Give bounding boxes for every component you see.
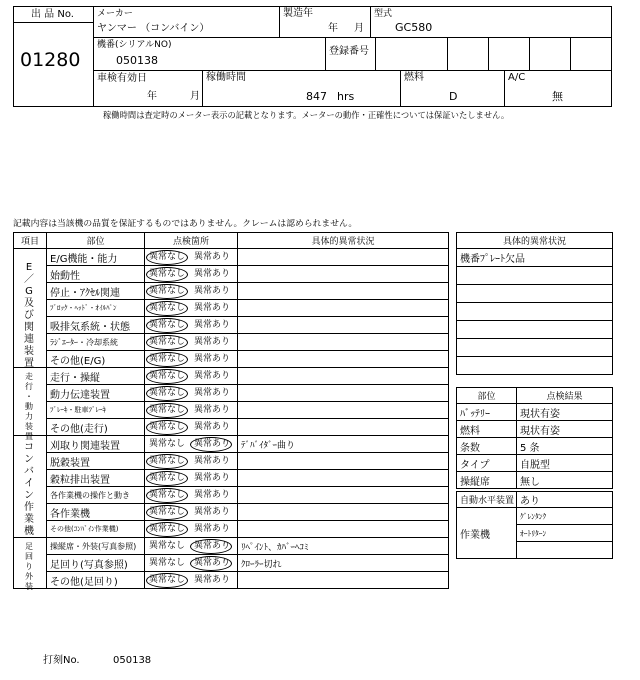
header-part: 部位 (47, 233, 145, 249)
row-check (145, 555, 238, 572)
table-row (14, 504, 449, 521)
row-part: ﾗｼﾞｴｰﾀｰ・冷却系統 (47, 334, 145, 351)
header-check: 点検箇所 (145, 233, 238, 249)
stamp-value: 050138 (113, 655, 152, 666)
status-normal: 異常なし (149, 490, 186, 500)
result-value: 5 条 (517, 438, 613, 455)
row-check (145, 504, 238, 521)
row-part: その他(走行) (47, 419, 145, 436)
header-item: 項目 (14, 233, 47, 249)
status-abnormal: 異常あり (194, 456, 231, 466)
selected-status-circle (146, 301, 188, 316)
fuel-value: D (449, 90, 458, 103)
status-normal: 異常なし (149, 252, 186, 262)
status-abnormal: 異常あり (194, 490, 231, 500)
row-part: 始動性 (47, 266, 145, 283)
result-header-result: 点検結果 (517, 388, 613, 404)
inspection-month-unit: 月 (190, 91, 200, 102)
row-part: その他(E/G) (47, 351, 145, 368)
category-combine: コ ン バ イ ン 作 業 機 (24, 442, 34, 537)
selected-status-circle (146, 403, 188, 418)
table-row (14, 555, 449, 572)
status-abnormal: 異常あり (194, 371, 231, 381)
result-part: ﾊﾞｯﾃﾘｰ (457, 404, 517, 421)
row-check (145, 283, 238, 300)
inspection-table (13, 232, 449, 589)
row-check (145, 419, 238, 436)
selected-status-circle (146, 522, 188, 537)
model-label: 型式 (374, 9, 393, 19)
table-row (14, 283, 449, 300)
status-abnormal: 異常あり (194, 507, 231, 517)
hours-unit: hrs (337, 90, 355, 103)
row-part: E/G機能・能力 (47, 249, 145, 266)
status-normal: 異常なし (149, 507, 186, 517)
table-row (14, 368, 449, 385)
row-detail (238, 385, 449, 402)
status-normal: 異常なし (149, 439, 186, 449)
row-detail (238, 266, 449, 283)
lot-label: 出 品 No. (31, 9, 74, 20)
result-part: 条数 (457, 438, 517, 455)
row-part: 吸排気系統・状態 (47, 317, 145, 334)
result-row (457, 472, 613, 489)
status-normal: 異常なし (149, 524, 186, 534)
right-detail-row (457, 357, 613, 375)
row-detail (238, 351, 449, 368)
right-detail-row (457, 321, 613, 339)
status-abnormal: 異常あり (194, 541, 231, 551)
selected-status-circle (146, 369, 188, 384)
inspection-label: 車検有効日 (97, 73, 147, 84)
selected-status-circle (190, 539, 232, 554)
lot-number: 01280 (20, 49, 81, 71)
selected-status-circle (146, 454, 188, 469)
result-row (457, 438, 613, 455)
row-part: 停止・ｱｸｾﾙ関連 (47, 283, 145, 300)
status-abnormal: 異常あり (194, 473, 231, 483)
status-normal: 異常なし (149, 473, 186, 483)
row-detail: ﾘﾍﾟｲﾝﾄ、ｶﾊﾞｰﾍｺﾐ (238, 538, 449, 555)
result-row (457, 404, 613, 421)
category-drive: 走 行 ・ 動 力 装 置 (25, 372, 33, 441)
right-detail-row: 機番ﾌﾟﾚｰﾄ欠品 (457, 249, 613, 267)
selected-status-circle (190, 437, 232, 452)
status-normal: 異常なし (149, 388, 186, 398)
stamp-label: 打刻No. (43, 655, 80, 666)
right-detail-row (457, 285, 613, 303)
work-label: 作業機 (457, 508, 517, 559)
status-normal: 異常なし (149, 320, 186, 330)
selected-status-circle (146, 267, 188, 282)
status-abnormal: 異常あり (194, 524, 231, 534)
result-part: タイプ (457, 455, 517, 472)
status-normal: 異常なし (149, 405, 186, 415)
table-row (14, 249, 449, 266)
work-item: ｵｰﾄﾘﾀｰﾝ (517, 525, 613, 542)
status-normal: 異常なし (149, 558, 186, 568)
row-check (145, 317, 238, 334)
year-label: 製造年 (283, 8, 313, 19)
row-check (145, 538, 238, 555)
result-value: 自脱型 (517, 455, 613, 472)
status-normal: 異常なし (149, 575, 186, 585)
category-eg: E ／ G 及 び 関 連 装 置 (24, 262, 34, 369)
hours-note: 稼働時間は査定時のメーター表示の記載となります。メーターの動作・正確性については保証いたしません。 (103, 110, 510, 120)
table-row (14, 538, 449, 555)
registration-label: 登録番号 (329, 46, 369, 57)
row-part: ﾌﾞﾛｯｸ・ﾍｯﾄﾞ・ｵｲﾙﾊﾟﾝ (47, 300, 145, 317)
hours-label: 稼働時間 (206, 72, 246, 83)
status-abnormal: 異常あり (194, 252, 231, 262)
table-row (14, 470, 449, 487)
selected-status-circle (146, 318, 188, 333)
status-normal: 異常なし (149, 269, 186, 279)
row-part: 穀粒排出装置 (47, 470, 145, 487)
table-row (14, 317, 449, 334)
table-row (14, 572, 449, 589)
row-part: ﾌﾞﾚｰｷ・駐車ﾌﾞﾚｰｷ (47, 402, 145, 419)
selected-status-circle (146, 284, 188, 299)
status-normal: 異常なし (149, 456, 186, 466)
status-abnormal: 異常あり (194, 439, 231, 449)
status-abnormal: 異常あり (194, 320, 231, 330)
row-detail (238, 300, 449, 317)
serial-label: 機番(シリアルNO) (97, 40, 172, 50)
table-row (14, 453, 449, 470)
result-row (457, 421, 613, 438)
row-detail (238, 453, 449, 470)
selected-status-circle (146, 250, 188, 265)
selected-status-circle (146, 386, 188, 401)
result-part: 燃料 (457, 421, 517, 438)
right-detail-row (457, 339, 613, 357)
status-abnormal: 異常あり (194, 558, 231, 568)
row-detail (238, 504, 449, 521)
results-table (456, 387, 613, 489)
work-table (456, 491, 613, 559)
row-part: その他(足回り) (47, 572, 145, 589)
result-value: 現状有姿 (517, 421, 613, 438)
row-detail: ﾃﾞﾊﾞｲﾀﾞｰ曲り (238, 436, 449, 453)
selected-status-circle (146, 471, 188, 486)
row-check (145, 351, 238, 368)
status-normal: 異常なし (149, 354, 186, 364)
category-foot: 足 回 り 外 装 (25, 542, 33, 591)
hours-value: 847 (306, 90, 327, 103)
result-row (457, 455, 613, 472)
status-abnormal: 異常あり (194, 354, 231, 364)
row-detail (238, 368, 449, 385)
status-abnormal: 異常あり (194, 337, 231, 347)
row-detail (238, 572, 449, 589)
selected-status-circle (146, 420, 188, 435)
status-normal: 異常なし (149, 286, 186, 296)
result-part: 操縦席 (457, 472, 517, 489)
row-check (145, 334, 238, 351)
row-part: 操縦席・外装(写真参照) (47, 538, 145, 555)
row-detail (238, 317, 449, 334)
selected-status-circle (146, 488, 188, 503)
status-abnormal: 異常あり (194, 388, 231, 398)
row-check (145, 266, 238, 283)
status-normal: 異常なし (149, 422, 186, 432)
row-detail (238, 521, 449, 538)
row-detail (238, 419, 449, 436)
row-detail (238, 334, 449, 351)
table-row (14, 334, 449, 351)
row-part: 走行・操縦 (47, 368, 145, 385)
status-abnormal: 異常あり (194, 286, 231, 296)
row-part: 足回り(写真参照) (47, 555, 145, 572)
row-detail (238, 249, 449, 266)
year-unit: 年 (328, 23, 338, 34)
table-row (14, 266, 449, 283)
status-normal: 異常なし (149, 371, 186, 381)
row-check (145, 436, 238, 453)
table-row (14, 436, 449, 453)
row-detail (238, 283, 449, 300)
status-abnormal: 異常あり (194, 575, 231, 585)
row-check (145, 368, 238, 385)
result-header-part: 部位 (457, 388, 517, 404)
auto-level-value: あり (517, 492, 613, 508)
table-row (14, 419, 449, 436)
result-value: 現状有姿 (517, 404, 613, 421)
row-check (145, 521, 238, 538)
status-normal: 異常なし (149, 303, 186, 313)
status-normal: 異常なし (149, 337, 186, 347)
month-unit: 月 (354, 23, 364, 34)
selected-status-circle (190, 556, 232, 571)
row-check (145, 470, 238, 487)
table-row (14, 521, 449, 538)
right-detail-table (456, 232, 613, 375)
row-part: 各作業機 (47, 504, 145, 521)
maker-label: メーカー (97, 9, 133, 19)
status-abnormal: 異常あり (194, 422, 231, 432)
fuel-label: 燃料 (404, 72, 424, 83)
header-detail: 具体的異常状況 (238, 233, 449, 249)
model-value: GC580 (395, 21, 433, 34)
disclaimer: 記載内容は当該機の品質を保証するものではありません。クレームは認められません。 (13, 219, 358, 229)
table-row (14, 487, 449, 504)
row-check (145, 453, 238, 470)
ac-label: A/C (508, 72, 526, 83)
work-item: ｸﾞﾚﾝﾀﾝｸ (517, 508, 613, 525)
right-detail-header: 具体的異常状況 (457, 233, 613, 249)
table-row (14, 351, 449, 368)
row-check (145, 385, 238, 402)
status-abnormal: 異常あり (194, 303, 231, 313)
result-value: 無し (517, 472, 613, 489)
serial-value: 050138 (116, 54, 158, 67)
status-abnormal: 異常あり (194, 269, 231, 279)
row-detail (238, 402, 449, 419)
row-detail (238, 487, 449, 504)
inspection-year-unit: 年 (147, 91, 157, 102)
auto-level-label: 自動水平装置 (457, 492, 517, 508)
selected-status-circle (146, 573, 188, 588)
maker-value: ヤンマー （コンバイン） (97, 23, 210, 34)
selected-status-circle (146, 335, 188, 350)
row-check (145, 572, 238, 589)
table-row (14, 402, 449, 419)
row-part: 刈取り関連装置 (47, 436, 145, 453)
work-item (517, 542, 613, 559)
table-row (14, 300, 449, 317)
status-normal: 異常なし (149, 541, 186, 551)
row-part: その他(ｺﾝﾊﾞｲﾝ作業機) (47, 521, 145, 538)
row-detail (238, 470, 449, 487)
row-part: 脱穀装置 (47, 453, 145, 470)
row-detail: ｸﾛｰﾗｰ切れ (238, 555, 449, 572)
row-part: 動力伝達装置 (47, 385, 145, 402)
selected-status-circle (146, 505, 188, 520)
row-check (145, 300, 238, 317)
ac-value: 無 (552, 90, 563, 103)
row-check (145, 402, 238, 419)
row-check (145, 249, 238, 266)
right-detail-row (457, 303, 613, 321)
row-part: 各作業機の操作と動き (47, 487, 145, 504)
right-detail-row (457, 267, 613, 285)
table-row (14, 385, 449, 402)
row-check (145, 487, 238, 504)
selected-status-circle (146, 352, 188, 367)
status-abnormal: 異常あり (194, 405, 231, 415)
